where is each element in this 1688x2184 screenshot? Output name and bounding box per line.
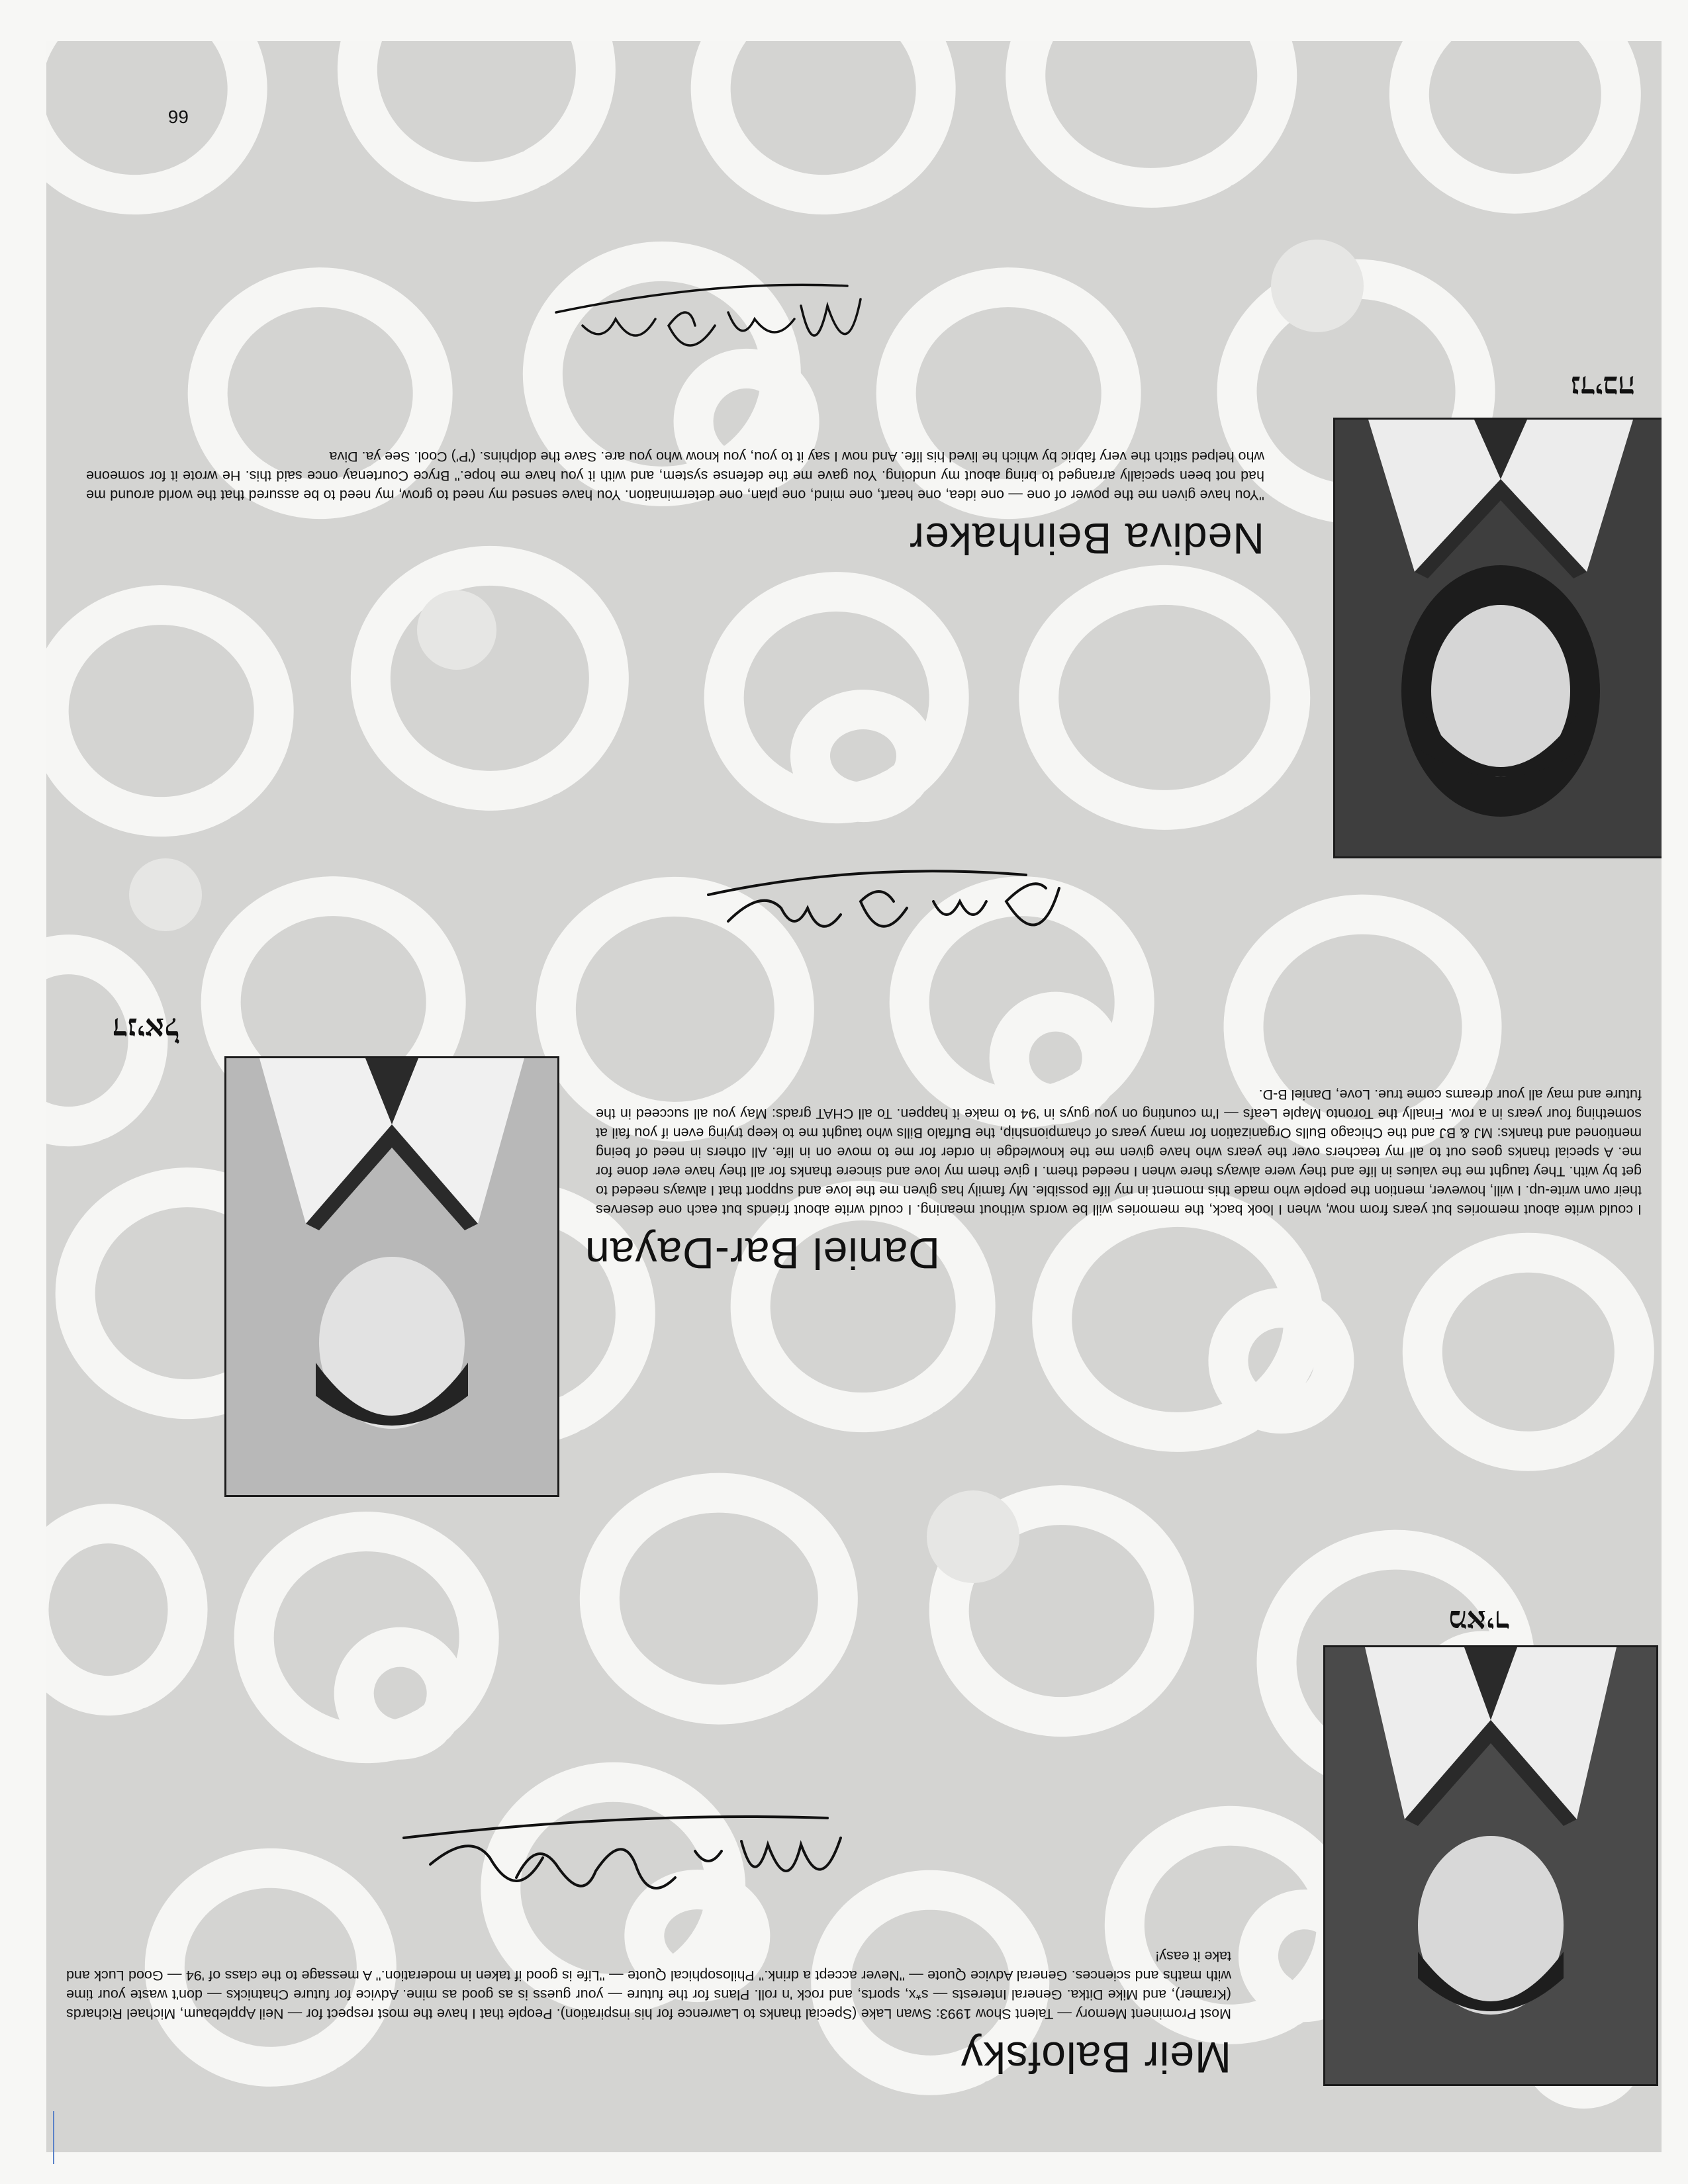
hebrew-name-nediva: נדיבה xyxy=(1570,369,1635,405)
student-photo-daniel xyxy=(224,1056,559,1497)
portrait-image xyxy=(1325,1647,1656,2084)
student-photo-meir xyxy=(1323,1645,1658,2086)
page-number: 66 xyxy=(167,107,189,127)
page-paper xyxy=(46,41,1662,2152)
signature-meir xyxy=(391,1798,854,1917)
student-photo-nediva xyxy=(1333,418,1662,858)
portrait-image xyxy=(226,1058,557,1495)
scan-edge-mark xyxy=(53,2111,54,2164)
student-name-nediva: Nediva Beinhaker xyxy=(909,514,1264,563)
student-bio-meir: Most Prominent Memory — Talent Show 1993: Swan Lake (Special thanks to Lawrence for his inspiration). People that I have the most respect for — Neil Applebaum, Michael Richards (Kramer), and Mike Ditka. General Interests — s*x, sports, and rock 'n roll. Plans for the future — your guess is as good as mine. Advice for future Chatnicks — don't waste your time with maths and sciences. General Advice Quote — ''Never accept a drink.'' Philosophical Quote — ''Life is good if taken in moderation.'' A message to the class of '94 — Good Luck and take it easy! xyxy=(66,1948,1231,2022)
signature-daniel xyxy=(682,855,1079,961)
hebrew-name-meir: מאיר xyxy=(1448,1604,1509,1639)
student-bio-daniel-block: I could write about memories but years from now, when I look back, the memories will be words without meaning. I could write about friends but each one deserves their own write-up. I will, however, mention the people who made this moment in my life possible. My family has given me the love and support that I always needed to get by with. They taught me the values in life and they were always there when I needed them. I give them my love and sincere thanks for all they have ever done for me. A special thanks goes out to all my teachers over the years who have given me the knowledge in order for me to move on in life. All others in need of being mentioned and thanks: MJ & BJ and the Chicago Bulls Organization for many years of championship, the Buffalo Bills who taught me to keep trying even if you fail at something four years in a row. Finally the Toronto Maple Leafs — I'm counting on you guys in '94 to make it happen. To all CHAT grads: May you all succeed in the future and may all your dreams come true. Love, Daniel B-D. xyxy=(596,1087,1642,1218)
student-bio-nediva: ''You have given me the power of one — one idea, one heart, one mind, one plan, one determination. You have sensed my need to grow, my need to be assured that the world around me had not been specially arranged to bring about my undoing. You gave me the defense system, and with it you have me hope.'' Bryce Courtenay once said this. He wrote it for someone who helped stitch the very fabric by which he lived his life. And now I say it to you, you know who you are. Save the dolphins. ('P') Cool. See ya. Diva xyxy=(86,449,1264,503)
hebrew-name-daniel: דניאל xyxy=(112,1011,179,1047)
portrait-image xyxy=(1335,420,1662,856)
student-name-daniel: Daniel Bar-Dayan xyxy=(585,1229,940,1278)
student-name-meir: Meir Balofsky xyxy=(960,2033,1231,2082)
signature-nediva xyxy=(530,273,874,379)
